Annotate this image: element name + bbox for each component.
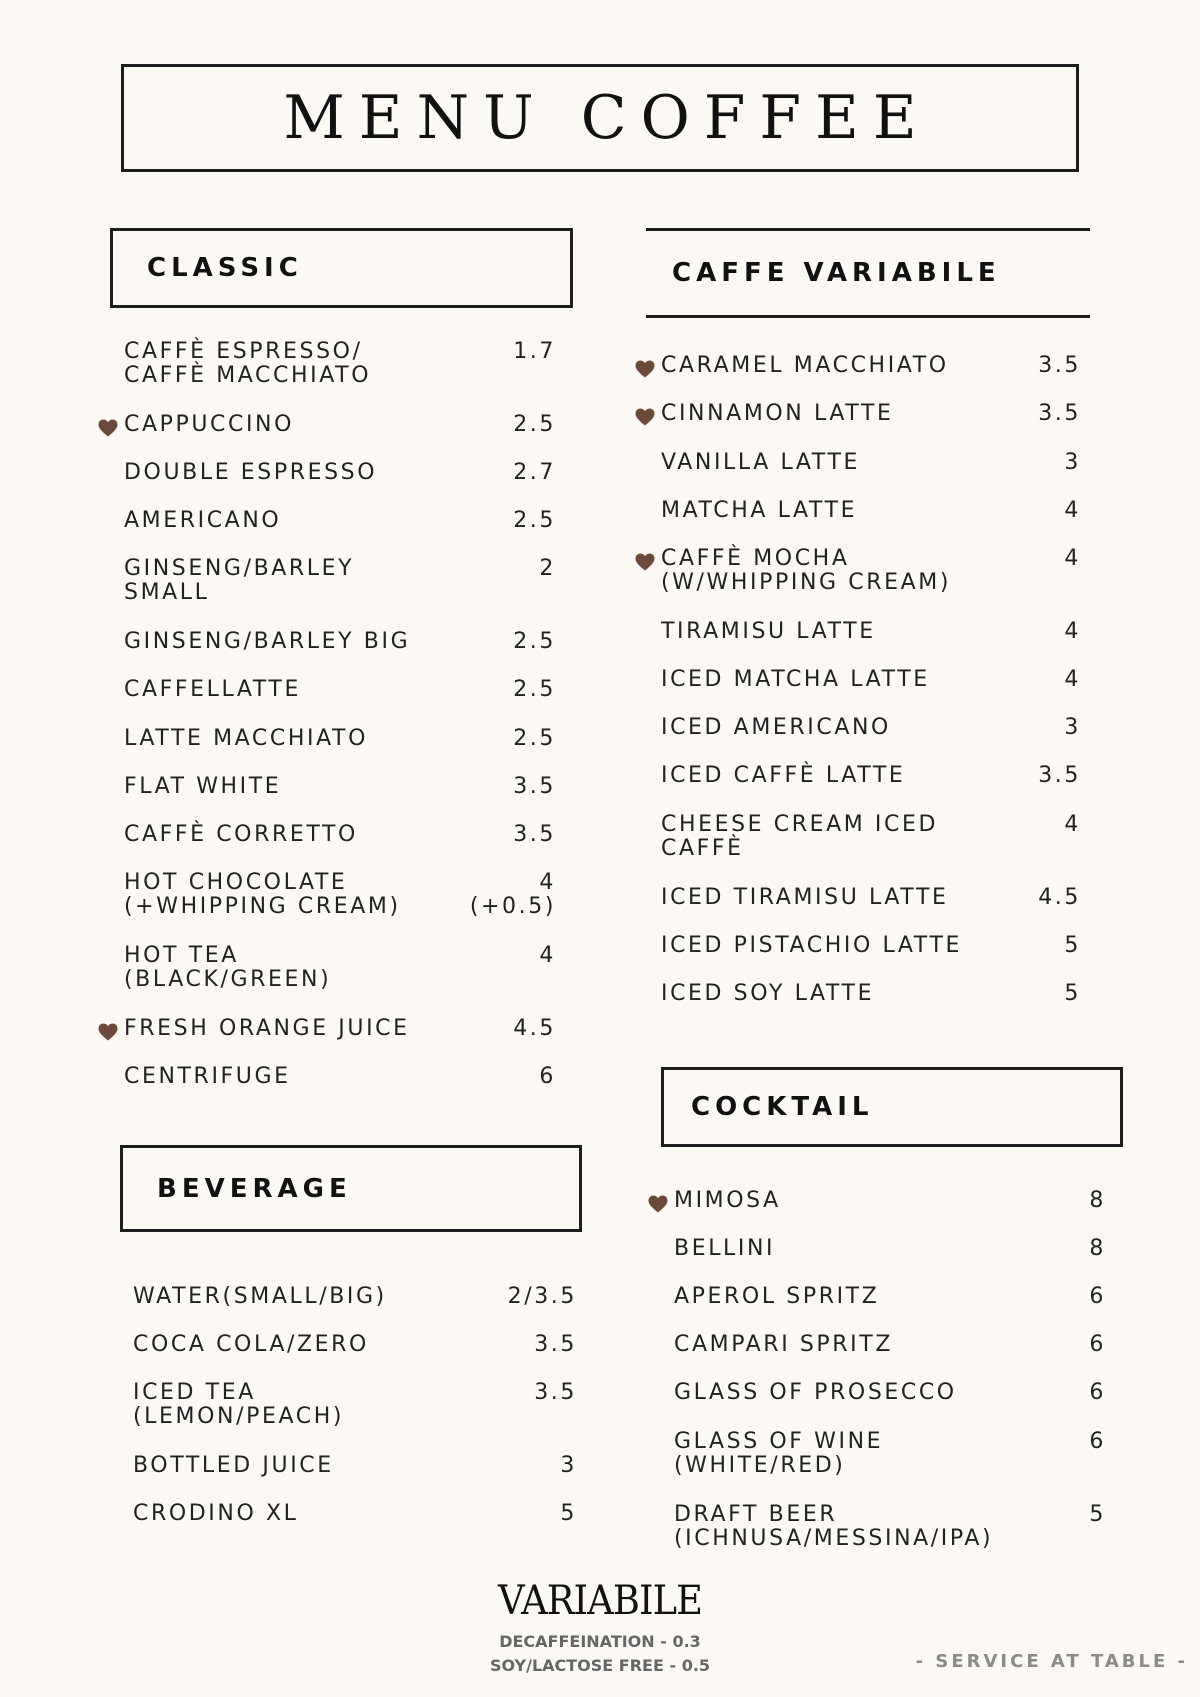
menu-list-cocktail — [674, 0, 1106, 1697]
item-name — [133, 1381, 344, 1429]
item-price — [534, 1381, 577, 1405]
item-name — [133, 1333, 369, 1357]
item-price-value: 2.5 — [513, 726, 556, 751]
item-price-value: 6 — [539, 1064, 556, 1089]
item-name-line: DOUBLE ESPRESSO — [124, 460, 378, 485]
item-name-line: CHEESE CREAM ICED — [661, 812, 939, 837]
item-name-line: COCA COLA/ZERO — [133, 1332, 369, 1357]
section-header-caffe-variabile: CAFFE VARIABILE — [646, 228, 1090, 318]
heart-icon — [635, 408, 655, 426]
item-price-value: 2.7 — [513, 460, 556, 485]
item-name-line: ICED TEA — [133, 1380, 256, 1405]
item-name-line: (W/WHIPPING CREAM) — [661, 570, 952, 595]
item-name-line: GINSENG/BARLEY — [124, 556, 355, 581]
item-price-value: 2.5 — [513, 629, 556, 654]
item-name — [674, 1189, 781, 1213]
item-price — [560, 1454, 577, 1478]
item-name-line: ICED CAFFÈ LATTE — [661, 763, 906, 788]
item-name-line: APEROL SPRITZ — [674, 1284, 880, 1309]
item-price — [534, 1333, 577, 1357]
item-name-line: FLAT WHITE — [124, 774, 282, 799]
section-header-beverage: BEVERAGE — [120, 1145, 582, 1232]
item-price-value: 4.5 — [513, 1016, 556, 1041]
item-name-line: ICED SOY LATTE — [661, 981, 875, 1006]
item-name-line: CENTRIFUGE — [124, 1064, 291, 1089]
item-price-value: 2.5 — [513, 677, 556, 702]
item-price-value: 5 — [1064, 981, 1081, 1006]
item-price — [508, 1285, 577, 1309]
item-name-line: MIMOSA — [674, 1188, 781, 1213]
page-title: MENU COFFEE — [283, 83, 931, 153]
item-name-line: CAMPARI SPRITZ — [674, 1332, 893, 1357]
item-name — [674, 1381, 957, 1405]
item-price — [1089, 1333, 1106, 1357]
item-name-line: CRODINO XL — [133, 1501, 299, 1526]
section-header-classic: CLASSIC — [110, 228, 573, 308]
item-price-value: 3 — [1064, 450, 1081, 475]
item-name-line: SMALL — [124, 580, 210, 605]
service-note: - SERVICE AT TABLE - — [915, 1651, 1188, 1672]
item-price — [1089, 1285, 1106, 1309]
item-name-line: (ICHNUSA/MESSINA/IPA) — [674, 1526, 994, 1551]
item-price-value: 5 — [1089, 1502, 1106, 1527]
item-name — [133, 1285, 387, 1309]
item-name-line: HOT TEA — [124, 943, 239, 968]
item-name-line: GINSENG/BARLEY BIG — [124, 629, 411, 654]
heart-icon — [635, 360, 655, 378]
item-name — [674, 1430, 883, 1478]
item-name — [674, 1285, 879, 1309]
section-header-cocktail: COCKTAIL — [661, 1067, 1123, 1147]
heart-icon — [648, 1195, 668, 1213]
decaf-note: DECAFFEINATION - 0.3 — [499, 1632, 701, 1651]
item-price-value: 4 — [1064, 546, 1081, 571]
item-name-line: ICED PISTACHIO LATTE — [661, 933, 962, 958]
item-price-value: 6 — [1089, 1380, 1106, 1405]
item-price-value: 4 — [1064, 667, 1081, 692]
item-price-value: 6 — [1089, 1332, 1106, 1357]
item-name-line: CAFFÈ ESPRESSO/ — [124, 339, 363, 364]
item-name-line: HOT CHOCOLATE — [124, 870, 348, 895]
item-name-line: CAFFÈ MACCHIATO — [124, 363, 372, 388]
item-price-value: 4 — [1064, 812, 1081, 837]
item-price-value: 3.5 — [534, 1380, 577, 1405]
item-price-value: 8 — [1089, 1188, 1106, 1213]
item-price-value: 3 — [1064, 715, 1081, 740]
item-name — [133, 1454, 334, 1478]
item-name — [674, 1237, 775, 1261]
item-price — [560, 1502, 577, 1526]
item-name-line: WATER(SMALL/BIG) — [133, 1284, 387, 1309]
item-price — [1089, 1381, 1106, 1405]
item-name-line: BELLINI — [674, 1236, 776, 1261]
heart-icon — [98, 419, 118, 437]
item-name — [133, 1502, 299, 1526]
item-name-line: VANILLA LATTE — [661, 450, 860, 475]
item-name-line: GLASS OF WINE — [674, 1429, 884, 1454]
item-name-line: DRAFT BEER — [674, 1502, 838, 1527]
item-price-value: 4 — [539, 870, 556, 895]
item-name-line: BOTTLED JUICE — [133, 1453, 334, 1478]
item-name-line: (LEMON/PEACH) — [133, 1404, 345, 1429]
item-name — [674, 1333, 893, 1357]
item-price — [1089, 1189, 1106, 1213]
item-name-line: ICED MATCHA LATTE — [661, 667, 930, 692]
item-price-value: 1.7 — [513, 339, 556, 364]
item-price-value: 8 — [1089, 1236, 1106, 1261]
item-name-line: (+WHIPPING CREAM) — [124, 894, 401, 919]
brand-logo: VARIABILE — [497, 1578, 703, 1624]
heart-icon — [98, 1023, 118, 1041]
item-price-value: 2/3.5 — [507, 1284, 577, 1309]
item-price — [1089, 1237, 1106, 1261]
item-name-line: AMERICANO — [124, 508, 282, 533]
item-price-value: 6 — [1089, 1284, 1106, 1309]
item-name-line: MATCHA LATTE — [661, 498, 858, 523]
item-name-line: CINNAMON LATTE — [661, 401, 894, 426]
item-price-value: 4 — [1064, 619, 1081, 644]
item-price-value: 3.5 — [513, 822, 556, 847]
item-price — [1089, 1503, 1106, 1527]
item-price-value: 5 — [560, 1501, 577, 1526]
item-price-value: 2.5 — [513, 508, 556, 533]
item-name-line: LATTE MACCHIATO — [124, 726, 368, 751]
item-price-value: 6 — [1089, 1429, 1106, 1454]
heart-icon — [635, 553, 655, 571]
item-name-line: CAFFÈ CORRETTO — [124, 822, 358, 847]
item-name-line: TIRAMISU LATTE — [661, 619, 876, 644]
item-price-value: 2.5 — [513, 412, 556, 437]
item-name-line: GLASS OF PROSECCO — [674, 1380, 957, 1405]
item-name-line: ICED AMERICANO — [661, 715, 891, 740]
item-name-line: CARAMEL MACCHIATO — [661, 353, 949, 378]
item-name-line: CAFFÈ MOCHA — [661, 546, 850, 571]
item-name-line: (BLACK/GREEN) — [124, 967, 332, 992]
item-name-line: FRESH ORANGE JUICE — [124, 1016, 410, 1041]
item-price-value: 4.5 — [1038, 885, 1081, 910]
item-price-extra: (+0.5) — [469, 894, 556, 919]
item-price-value: 3.5 — [1038, 353, 1081, 378]
item-name-line: CAFFELLATTE — [124, 677, 301, 702]
item-price-value: 4 — [539, 943, 556, 968]
item-price-value: 3.5 — [1038, 763, 1081, 788]
item-price-value: 5 — [1064, 933, 1081, 958]
item-price-value: 3 — [560, 1453, 577, 1478]
item-price-value: 3.5 — [1038, 401, 1081, 426]
item-price-value: 3.5 — [513, 774, 556, 799]
soy-note: SOY/LACTOSE FREE - 0.5 — [489, 1656, 711, 1675]
item-name-line: CAFFÈ — [661, 836, 744, 861]
item-name — [674, 1503, 993, 1551]
item-price — [1089, 1430, 1106, 1454]
menu-list-beverage — [133, 0, 577, 1697]
item-name-line: ICED TIRAMISU LATTE — [661, 885, 949, 910]
item-price-value: 3.5 — [534, 1332, 577, 1357]
item-name-line: (WHITE/RED) — [674, 1453, 846, 1478]
item-price-value: 4 — [1064, 498, 1081, 523]
item-name-line: CAPPUCCINO — [124, 412, 295, 437]
item-price-value: 2 — [539, 556, 556, 581]
